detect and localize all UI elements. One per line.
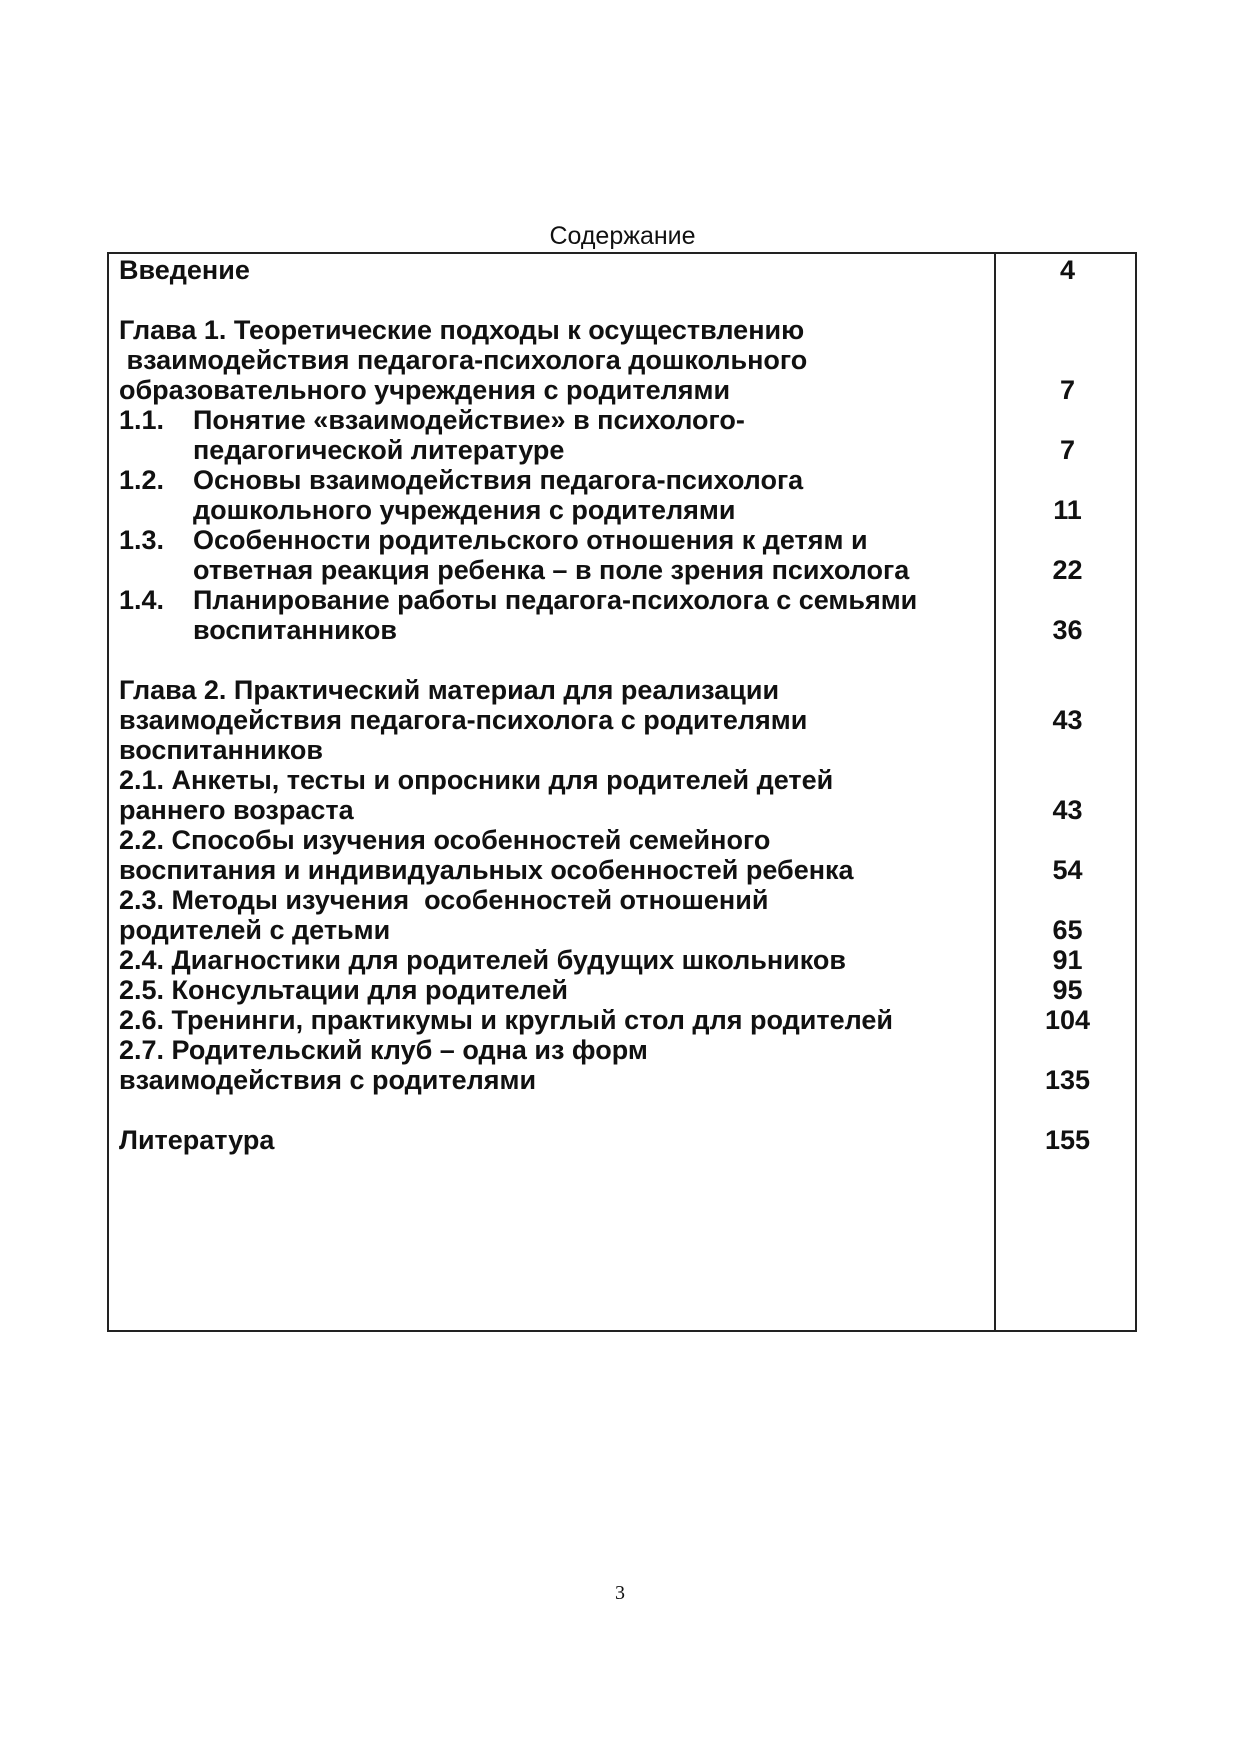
toc-section-1-1-line-2[interactable]: педагогической литературе — [193, 435, 565, 465]
toc-section-2-3-line-1[interactable]: 2.3. Методы изучения особенностей отношений — [119, 885, 769, 915]
toc-page-section-2-3: 65 — [1052, 915, 1083, 945]
toc-page-section-2-1: 43 — [1052, 795, 1083, 825]
toc-page-section-2-5: 95 — [1052, 975, 1083, 1005]
toc-section-2-7-line-1[interactable]: 2.7. Родительский клуб – одна из форм — [119, 1035, 648, 1065]
toc-section-2-7-line-2[interactable]: взаимодействия с родителями — [119, 1065, 537, 1095]
toc-page-section-2-7: 135 — [1044, 1065, 1091, 1095]
toc-section-1-1-line-1[interactable]: Понятие «взаимодействие» в психолого- — [193, 405, 745, 435]
toc-page-section-1-3: 22 — [1052, 555, 1083, 585]
toc-page-section-1-4: 36 — [1052, 615, 1083, 645]
page-title: Содержание — [549, 222, 696, 250]
toc-page-chapter-2: 43 — [1052, 705, 1083, 735]
toc-section-2-5[interactable]: 2.5. Консультации для родителей — [119, 975, 568, 1005]
toc-section-number: 1.4. — [119, 585, 165, 615]
toc-section-2-2-line-1[interactable]: 2.2. Способы изучения особенностей семейного — [119, 825, 771, 855]
toc-section-number: 1.2. — [119, 465, 165, 495]
toc-section-2-4[interactable]: 2.4. Диагностики для родителей будущих школьников — [119, 945, 847, 975]
column-divider — [994, 254, 996, 1330]
toc-section-number: 1.1. — [119, 405, 165, 435]
toc-page-introduction: 4 — [1059, 255, 1076, 285]
toc-section-1-2-line-1[interactable]: Основы взаимодействия педагога-психолога — [193, 465, 804, 495]
toc-section-2-2-line-2[interactable]: воспитания и индивидуальных особенностей ребенка — [119, 855, 854, 885]
toc-page-section-1-1: 7 — [1059, 435, 1076, 465]
toc-chapter-1-line-1[interactable]: Глава 1. Теоретические подходы к осуществлению — [119, 315, 805, 345]
toc-section-1-3-line-1[interactable]: Особенности родительского отношения к детям и — [193, 525, 868, 555]
toc-chapter-2-line-3[interactable]: воспитанников — [119, 735, 324, 765]
toc-entry-literature[interactable]: Литература — [119, 1125, 275, 1155]
toc-page-section-2-6: 104 — [1044, 1005, 1091, 1035]
toc-section-1-3-line-2[interactable]: ответная реакция ребенка – в поле зрения психолога — [193, 555, 910, 585]
toc-chapter-2-line-2[interactable]: взаимодействия педагога-психолога с родителями — [119, 705, 808, 735]
toc-chapter-1-line-3[interactable]: образовательного учреждения с родителями — [119, 375, 731, 405]
toc-page-literature: 155 — [1044, 1125, 1091, 1155]
toc-section-1-4-line-1[interactable]: Планирование работы педагога-психолога с семьями — [193, 585, 918, 615]
toc-page-chapter-1: 7 — [1059, 375, 1076, 405]
toc-chapter-1-line-2[interactable]: взаимодействия педагога-психолога дошкольного — [119, 345, 808, 375]
toc-page-section-1-2: 11 — [1053, 495, 1082, 525]
toc-section-number: 1.3. — [119, 525, 165, 555]
toc-chapter-2-line-1[interactable]: Глава 2. Практический материал для реализации — [119, 675, 780, 705]
toc-section-2-1-line-2[interactable]: раннего возраста — [119, 795, 354, 825]
toc-page-section-2-4: 91 — [1052, 945, 1083, 975]
toc-table — [107, 252, 1137, 1332]
page-number: 3 — [615, 1582, 625, 1604]
toc-section-2-6[interactable]: 2.6. Тренинги, практикумы и круглый стол для родителей — [119, 1005, 893, 1035]
toc-page-section-2-2: 54 — [1052, 855, 1083, 885]
toc-section-1-2-line-2[interactable]: дошкольного учреждения с родителями — [193, 495, 736, 525]
toc-section-2-3-line-2[interactable]: родителей с детьми — [119, 915, 391, 945]
toc-section-1-4-line-2[interactable]: воспитанников — [193, 615, 398, 645]
toc-section-2-1-line-1[interactable]: 2.1. Анкеты, тесты и опросники для родителей детей — [119, 765, 834, 795]
toc-entry-introduction[interactable]: Введение — [119, 255, 250, 285]
